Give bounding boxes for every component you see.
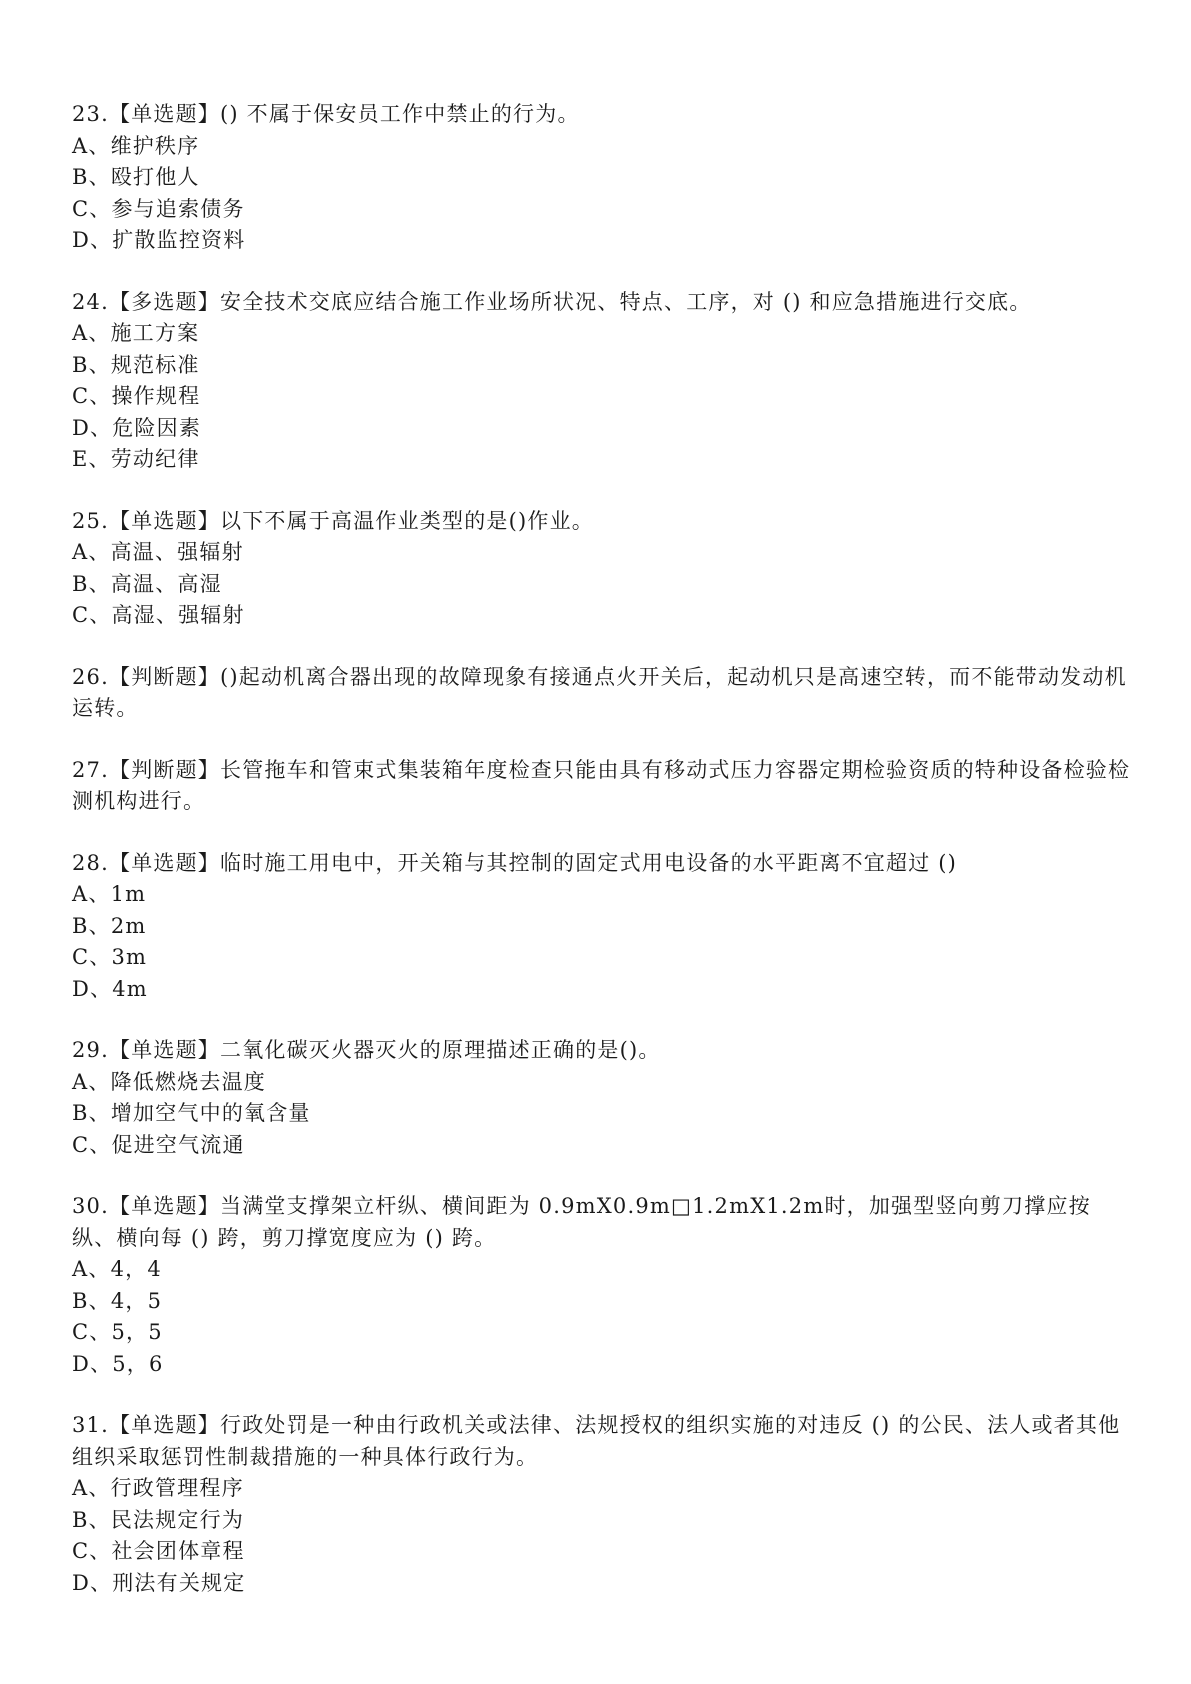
question-24 [72,287,1132,476]
option-c: C、3m [72,945,148,969]
option-a: A、降低燃烧去温度 [72,1069,266,1094]
question-31 [72,1410,1132,1599]
option-c: C、促进空气流通 [72,1132,245,1157]
option-a: A、行政管理程序 [72,1476,244,1500]
option-b: B、2m [72,913,147,938]
option-d: D、扩散监控资料 [72,228,246,252]
question-stem: 31.【单选题】行政处罚是一种由行政机关或法律、法规授权的组织实施的对违反 () 的公民、法人或者其他组织采取惩罚性制裁措施的一种具体行政行为。 [72,1413,1121,1469]
question-stem: 28.【单选题】临时施工用电中，开关箱与其控制的固定式用电设备的水平距离不宜超过 () [72,850,958,875]
option-a: A、施工方案 [72,321,200,345]
question-list [72,99,1132,1629]
question-stem: 25.【单选题】以下不属于高温作业类型的是()作业。 [72,508,594,533]
question-25 [72,506,1132,632]
option-c: C、5，5 [72,1320,163,1344]
option-b: B、规范标准 [72,352,200,377]
option-b: B、殴打他人 [72,165,200,189]
question-23 [72,99,1132,257]
question-26 [72,662,1132,725]
option-c: C、操作规程 [72,384,201,408]
option-b: B、民法规定行为 [72,1507,245,1532]
question-stem: 23.【单选题】() 不属于保安员工作中禁止的行为。 [72,102,580,126]
option-c: C、高湿、强辐射 [72,603,245,627]
option-a: A、维护秩序 [72,133,200,158]
option-a: A、4，4 [72,1257,162,1281]
question-27 [72,755,1132,818]
question-28 [72,848,1132,1006]
option-d: D、危险因素 [72,415,202,440]
option-a: A、1m [72,882,147,906]
question-stem: 27.【判断题】长管拖车和管束式集装箱年度检查只能由具有移动式压力容器定期检验资质的特种设备检验检测机构进行。 [72,757,1131,813]
option-c: C、参与追索债务 [72,196,245,221]
option-b: B、4，5 [72,1288,163,1313]
option-d: D、刑法有关规定 [72,1570,246,1595]
question-stem: 30.【单选题】当满堂支撑架立杆纵、横间距为 0.9mX0.9m□1.2mX1.2m时，加强型竖向剪刀撑应按纵、横向每 () 跨，剪刀撑宽度应为 () 跨。 [72,1194,1091,1250]
option-a: A、高温、强辐射 [72,540,244,564]
question-stem: 26.【判断题】()起动机离合器出现的故障现象有接通点火开关后，起动机只是高速空转，而不能带动发动机运转。 [72,664,1127,720]
option-d: D、4m [72,976,148,1001]
question-stem: 29.【单选题】二氧化碳灭火器灭火的原理描述正确的是()。 [72,1038,661,1062]
option-d: D、5，6 [72,1351,164,1376]
option-c: C、社会团体章程 [72,1539,245,1563]
option-e: E、劳动纪律 [72,447,200,471]
question-stem: 24.【多选题】安全技术交底应结合施工作业场所状况、特点、工序，对 () 和应急措施进行交底。 [72,289,1032,314]
question-29 [72,1035,1132,1161]
option-b: B、高温、高湿 [72,571,222,596]
option-b: B、增加空气中的氧含量 [72,1101,311,1125]
question-30 [72,1191,1132,1380]
